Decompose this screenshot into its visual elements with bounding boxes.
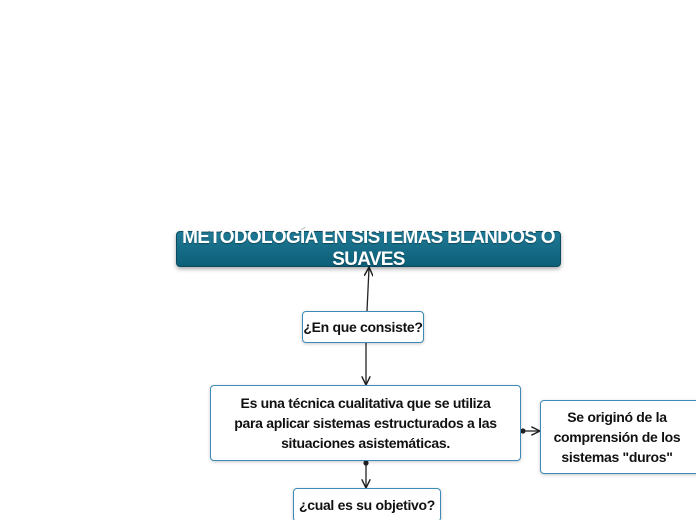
topic-node-consiste[interactable] [302, 311, 424, 343]
topic-node-objetivo[interactable] [293, 488, 441, 520]
connector-dot-objetivo [363, 460, 368, 465]
connector-dot-origen [520, 428, 525, 433]
topic-label-objetivo: ¿cual es su objetivo? [298, 497, 436, 513]
connector-consiste-to-root [367, 268, 369, 311]
topic-label-origen: Se originó de la comprensión de los sistemas "duros" [553, 409, 681, 465]
topic-label-consiste: ¿En que consiste? [303, 319, 423, 335]
topic-node-descripcion[interactable] [210, 385, 521, 461]
topic-label-descripcion: Es una técnica cualitativa que se utiliza para aplicar sistemas estructurados a las situaciones asistemáticas. [234, 395, 497, 451]
central-topic-label: METODOLOGÍA EN SISTEMAS BLANDOS O SUAVES [182, 227, 555, 270]
topic-node-origen[interactable] [540, 400, 696, 474]
central-topic-node[interactable] [176, 227, 561, 270]
